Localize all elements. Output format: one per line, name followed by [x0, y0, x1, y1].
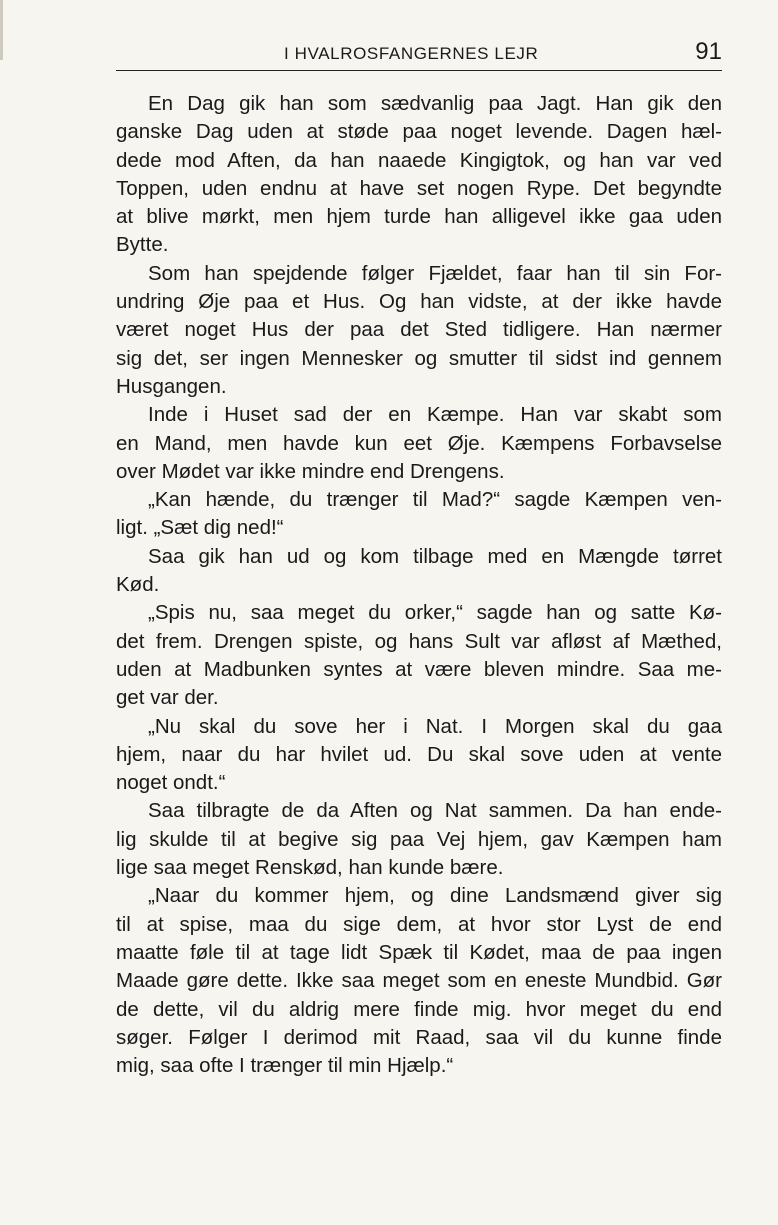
text-line: at blive mørkt, men hjem turde han alligevel ikke gaa uden: [116, 205, 722, 229]
text-line: søger. Følger I derimod mit Raad, saa vil du kunne finde: [116, 1025, 722, 1049]
page-header: [116, 38, 722, 71]
text-line: uden at Madbunken syntes at være bleven mindre. Saa me-: [116, 657, 722, 681]
text-line: sig det, ser ingen Mennesker og smutter til sidst ind gennem: [116, 346, 722, 370]
text-line: de dette, vil du aldrig mere finde mig. hvor meget du end: [116, 997, 722, 1021]
text-line: en Mand, men havde kun eet Øje. Kæmpens Forbavselse: [116, 431, 722, 455]
text-line: get var der.: [116, 686, 219, 710]
text-line: det frem. Drengen spiste, og hans Sult var afløst af Mæthed,: [116, 629, 722, 653]
text-line: dede mod Aften, da han naaede Kingigtok, og han var ved: [116, 148, 722, 172]
text-line: Toppen, uden endnu at have set nogen Rype. Det begyndte: [116, 176, 722, 200]
running-title: I HVALROSFANGERNES LEJR: [284, 44, 539, 63]
text-line: undring Øje paa et Hus. Og han vidste, at der ikke havde: [116, 290, 722, 314]
text-line: over Mødet var ikke mindre end Drengens.: [116, 459, 505, 483]
text-line: Som han spejdende følger Fjældet, faar han til sin For-: [148, 261, 722, 285]
text-line: En Dag gik han som sædvanlig paa Jagt. Han gik den: [148, 92, 722, 115]
text-line: Saa tilbragte de da Aften og Nat sammen. Da han ende-: [148, 799, 722, 823]
text-line: ganske Dag uden at støde paa noget levende. Dagen hæl-: [116, 120, 722, 144]
text-line: Bytte.: [116, 233, 169, 257]
text-line: Maade gøre dette. Ikke saa meget som en eneste Mundbid. Gør: [116, 969, 722, 993]
text-line: lige saa meget Renskød, han kunde bære.: [116, 856, 504, 880]
text-line: „Nu skal du sove her i Nat. I Morgen skal du gaa: [148, 714, 722, 738]
body-text: [116, 90, 722, 1080]
page-number: 91: [695, 38, 722, 65]
page-edge-mark: [0, 0, 3, 60]
text-line: Saa gik han ud og kom tilbage med en Mængde tørret: [148, 544, 722, 568]
text-line: ligt. „Sæt dig ned!“: [116, 516, 284, 540]
text-line: mig, saa ofte I trænger til min Hjælp.“: [116, 1054, 454, 1078]
text-line: Husgangen.: [116, 374, 227, 398]
text-line: Inde i Huset sad der en Kæmpe. Han var skabt som: [148, 403, 722, 427]
text-line: noget ondt.“: [116, 771, 226, 795]
text-line: maatte føle til at tage lidt Spæk til Kødet, maa de paa ingen: [116, 940, 722, 964]
text-line: Kød.: [116, 573, 160, 597]
text-line: „Naar du kommer hjem, og dine Landsmænd giver sig: [148, 884, 722, 908]
text-line: været noget Hus der paa det Sted tidligere. Han nærmer: [116, 318, 722, 342]
text-line: lig skulde til at begive sig paa Vej hjem, gav Kæmpen ham: [116, 827, 722, 851]
text-line: „Kan hænde, du trænger til Mad?“ sagde Kæmpen ven-: [148, 488, 722, 512]
text-line: til at spise, maa du sige dem, at hvor stor Lyst de end: [116, 912, 722, 936]
text-line: „Spis nu, saa meget du orker,“ sagde han og satte Kø-: [148, 601, 722, 625]
text-line: hjem, naar du har hvilet ud. Du skal sove uden at vente: [116, 742, 722, 766]
